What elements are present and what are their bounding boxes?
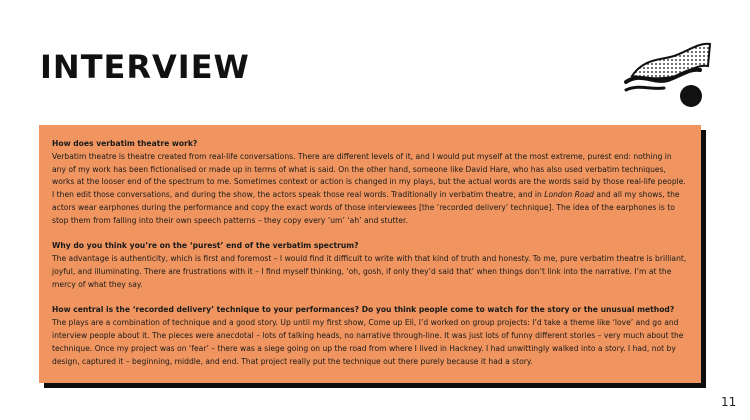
answer-1: Verbatim theatre is theatre created from real-life conversations. There are different levels of it, and I would put myself at the most extreme, purest end: nothing in any of my work has been fictionalised or made up in terms of what is said. On the other hand, someone like David Hare, who has also used verbatim techniques, works at the looser end of the spectrum to me. Sometimes context or action is changed in my plays, but the actual words are the words said by those real-life people. I then edit those conversations, and during the show, the actors speak those real words. Traditionally in verbatim theatre, and in London Road and all my shows, the actors wear earphones during the performance and copy the exact words of those interviewees [the ‘recorded delivery’ technique]. The idea of the earphones is to stop them from falling into their own speech patterns – they copy every ‘um’ ‘ah’ and stutter. <box>52 151 686 225</box>
play-title: London Road <box>544 190 594 200</box>
slide-title: INTERVIEW <box>40 48 250 86</box>
answer-3: The plays are a combination of technique and a good story. Up until my first show, Come up Eli, I’d worked on group projects: I’d take a theme like ‘love’ and go and interview people about it. The pieces were anecdotal – lots of talking heads, no narrative through-line. It was just lots of funny different stories – very much about the technique. Once my project was on ‘fear’ – there was a siege going on up the road from where I lived in Hackney. I had unwittingly walked into a story. I had, not by design, captured it – beginning, middle, and end. That project really put the technique out there purely because it had a story. <box>52 318 684 366</box>
wave-flag-dot-icon <box>618 38 714 112</box>
question-2: Why do you think you’re on the ‘purest’ end of the verbatim spectrum? <box>52 241 359 251</box>
question-1: How does verbatim theatre work? <box>52 139 198 148</box>
answer-2: The advantage is authenticity, which is first and foremost – I would find it difficult to write with that kind of truth and honesty. To me, pure verbatim theatre is brilliant, joyful, and illuminating. There are frustrations with it – I find myself thinking, ‘oh, gosh, if only they’d said that’ when things don’t link into the narrative. I’m at the mercy of what they say. <box>52 254 687 289</box>
page-number: 11 <box>721 395 737 409</box>
interview-card <box>39 125 701 383</box>
question-3: How central is the ‘recorded delivery’ technique to your performances? Do you think people come to watch for the story or the unusual method? <box>52 305 675 315</box>
